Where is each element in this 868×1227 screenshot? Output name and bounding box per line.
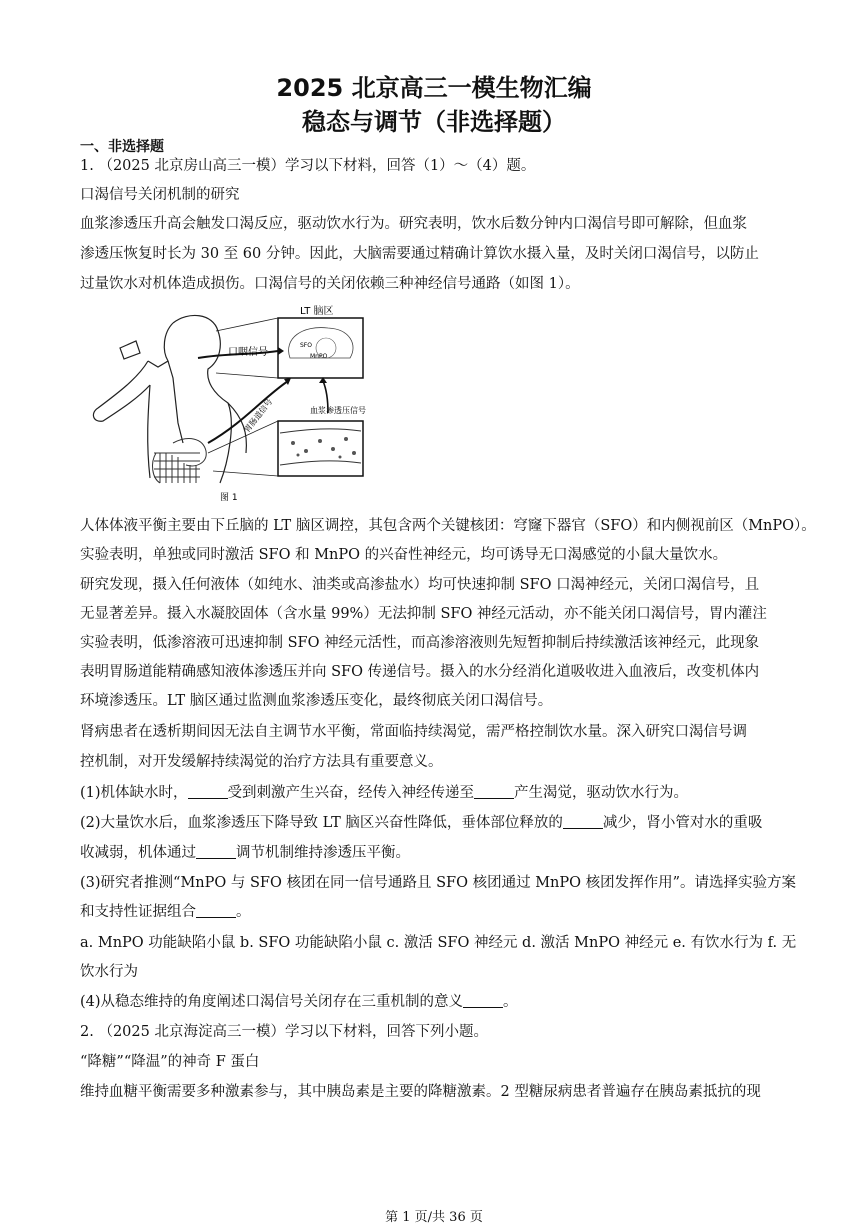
q1-p1-line2: 渗透压恢复时长为 30 至 60 分钟。因此，大脑需要通过精确计算饮水摄入量，及时关闭口渴信号，以防止	[80, 246, 759, 262]
throat-signal-label: 口咽信号	[228, 347, 268, 358]
q2-intro: 2. （2025 北京海淀高三一模）学习以下材料，回答下列小题。	[80, 1024, 488, 1040]
q1-p2-line1: 人体体液平衡主要由下丘脑的 LT 脑区调控，其包含两个关键核团：穹窿下器官（SFO）和内侧视前区（MnPO）。	[80, 518, 816, 534]
document-title: 2025 北京高三一模生物汇编	[276, 74, 592, 102]
q1-sub2-text-b: 减少，肾小管对水的重吸	[602, 815, 763, 831]
q2-p1: 维持血糖平衡需要多种激素参与，其中胰岛素是主要的降糖激素。2 型糖尿病患者普遍存在胰岛素抵抗的现	[80, 1084, 761, 1100]
q1-sub1	[80, 784, 688, 802]
q1-sub2-line2	[80, 844, 410, 862]
q1-sub1-text-b: 受到刺激产生兴奋，经传入神经传递至	[227, 785, 475, 801]
q1-p3-line2: 无显著差异。摄入水凝胶固体（含水量 99%）无法抑制 SFO 神经元活动，亦不能关闭口渴信号，胃内灌注	[80, 606, 767, 622]
q1-p2-line2: 实验表明，单独或同时激活 SFO 和 MnPO 的兴奋性神经元，均可诱导无口渴感觉的小鼠大量饮水。	[80, 547, 728, 563]
q1-p1-line1: 血浆渗透压升高会触发口渴反应，驱动饮水行为。研究表明，饮水后数分钟内口渴信号即可解除，但血浆	[80, 216, 747, 232]
document-subtitle: 稳态与调节（非选择题）	[302, 108, 566, 136]
q1-p3-line3: 实验表明，低渗溶液可迅速抑制 SFO 神经元活性，而高渗溶液则先短暂抑制后持续激活该神经元，此现象	[80, 635, 760, 651]
sfo-label: SFO	[300, 342, 312, 349]
q1-p1-line3: 过量饮水对机体造成损伤。口渴信号的关闭依赖三种神经信号通路（如图 1）。	[80, 276, 580, 292]
q1-sub1-text-c: 产生渴觉，驱动饮水行为。	[514, 785, 689, 801]
q1-sub4-text-b: 。	[503, 994, 518, 1010]
q1-sub3-text-b: 和支持性证据组合	[80, 904, 196, 920]
q1-p4-line1: 肾病患者在透析期间因无法自主调节水平衡，常面临持续渴觉，需严格控制饮水量。深入研究口渴信号调	[80, 724, 747, 740]
q1-sub2-text-d: 调节机制维持渗透压平衡。	[236, 845, 410, 861]
q1-p3-line5: 环境渗透压。LT 脑区通过监测血浆渗透压变化，最终彻底关闭口渴信号。	[80, 693, 553, 709]
q1-p4-line2: 控机制，对开发缓解持续渴觉的治疗方法具有重要意义。	[80, 754, 443, 770]
q1-sub4-text-a: (4)从稳态维持的角度阐述口渴信号关闭存在三重机制的意义	[80, 994, 464, 1010]
q1-sub2-line1	[80, 814, 762, 832]
intestine-illustration	[153, 439, 207, 483]
q1-sub3-line2	[80, 903, 251, 921]
figure-caption: 图 1	[220, 493, 238, 503]
q1-options-line1: a. MnPO 功能缺陷小鼠 b. SFO 功能缺陷小鼠 c. 激活 SFO 神经元 d. 激活 MnPO 神经元 e. 有饮水行为 f. 无	[80, 935, 797, 951]
q1-sub2-text-c: 收减弱，机体通过	[80, 845, 196, 861]
section-heading: 一、非选择题	[80, 139, 164, 155]
lt-label: LT 脑区	[300, 306, 334, 317]
q1-options-line2: 饮水行为	[80, 964, 138, 980]
plasma-signal-label: 血浆渗透压信号	[310, 406, 366, 415]
page-footer: 第 1 页/共 36 页	[385, 1210, 483, 1225]
q2-article-title: “降糖”“降温”的神奇 F 蛋白	[80, 1054, 260, 1070]
mnpo-label: MnPO	[310, 353, 328, 360]
q1-intro: 1. （2025 北京房山高三一模）学习以下材料，回答（1）～（4）题。	[80, 158, 536, 174]
q1-sub3-line1: (3)研究者推测“MnPO 与 SFO 核团在同一信号通路且 SFO 核团通过 MnPO 核团发挥作用”。请选择实验方案	[80, 875, 797, 891]
q1-sub2-text-a: (2)大量饮水后，血浆渗透压下降导致 LT 脑区兴奋性降低，垂体部位释放的	[80, 815, 563, 831]
answer-blank[interactable]	[463, 993, 503, 1008]
answer-blank[interactable]	[196, 844, 236, 859]
answer-blank[interactable]	[188, 784, 228, 799]
answer-blank[interactable]	[563, 814, 603, 829]
q1-p3-line1: 研究发现，摄入任何液体（如纯水、油类或高渗盐水）均可快速抑制 SFO 口渴神经元，关闭口渴信号，且	[80, 577, 760, 593]
q1-sub1-text-a: (1)机体缺水时，	[80, 785, 188, 801]
q1-sub4	[80, 993, 518, 1011]
lt-brain-box	[278, 318, 363, 378]
q1-sub3-text-c: 。	[236, 904, 251, 920]
gut-signal-label: 胃肠道信号	[242, 397, 275, 435]
figure-1	[78, 303, 378, 508]
q1-p3-line4: 表明胃肠道能精确感知液体渗透压并向 SFO 传递信号。摄入的水分经消化道吸收进入血液后，改变机体内	[80, 664, 760, 680]
q1-article-title: 口渴信号关闭机制的研究	[80, 187, 240, 203]
answer-blank[interactable]	[474, 784, 514, 799]
answer-blank[interactable]	[196, 903, 236, 918]
person-illustration	[93, 315, 246, 483]
